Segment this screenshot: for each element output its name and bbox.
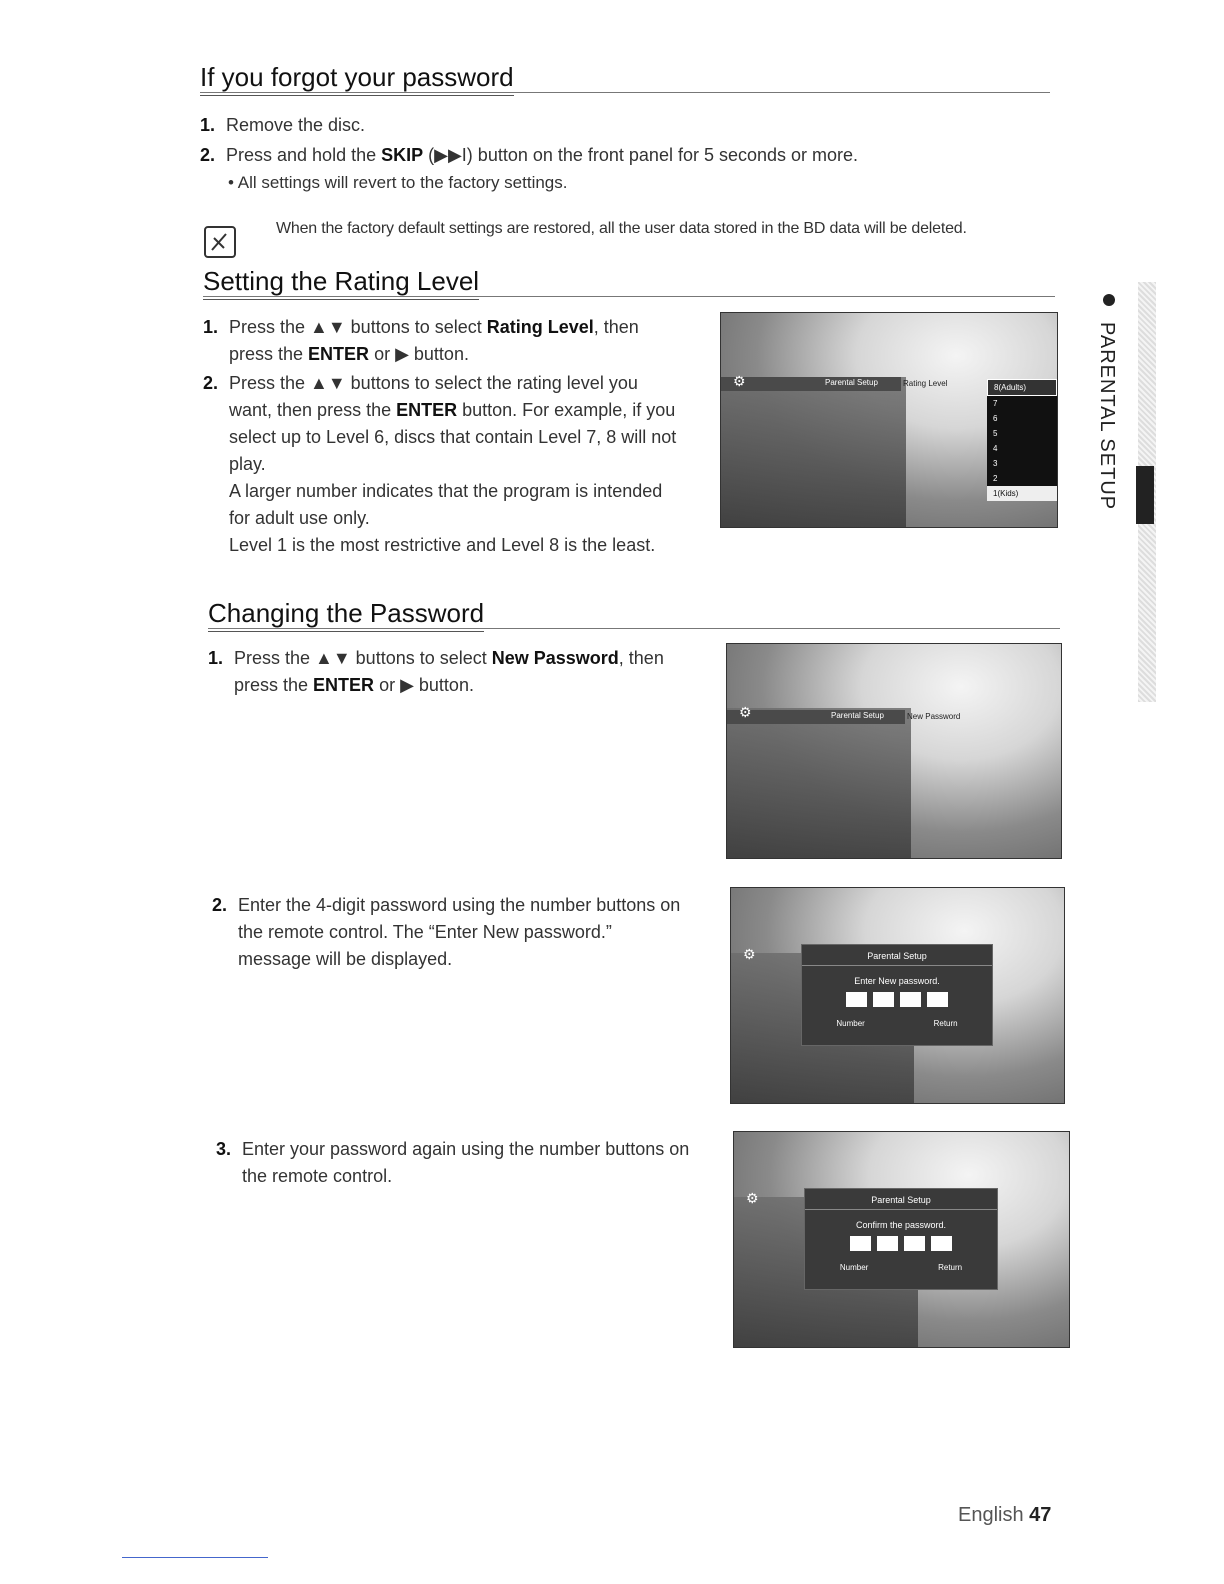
password-step-1 bbox=[208, 645, 708, 699]
step-text: Enter the 4-digit password using the number buttons on bbox=[238, 895, 681, 915]
page-footer bbox=[958, 1504, 1051, 1527]
step-text: Press the ▲▼ buttons to select bbox=[234, 648, 492, 668]
rating-level-option[interactable]: 7 bbox=[993, 399, 998, 408]
enter-label: ENTER bbox=[396, 400, 458, 420]
rating-level-list bbox=[987, 379, 1057, 501]
forgot-note: When the factory default settings are restored, all the user data stored in the BD data will be deleted. bbox=[276, 220, 967, 237]
step-line: the remote control. bbox=[242, 1166, 393, 1186]
step-text-4: or ▶ button. bbox=[369, 344, 469, 364]
screen-item-label: New Password bbox=[907, 712, 961, 721]
gear-icon: ⚙ bbox=[746, 1190, 759, 1206]
forgot-title: If you forgot your password bbox=[200, 62, 514, 96]
screen-shade bbox=[727, 708, 911, 858]
rating-level-option[interactable]: 5 bbox=[993, 429, 998, 438]
confirm-dialog bbox=[804, 1188, 998, 1290]
step-number: 1. bbox=[200, 115, 216, 135]
step-line bbox=[203, 397, 713, 424]
digit-box[interactable] bbox=[904, 1236, 925, 1251]
digit-box[interactable] bbox=[931, 1236, 952, 1251]
step-text-2: want, then press the bbox=[229, 400, 397, 420]
forgot-step-1 bbox=[200, 112, 365, 139]
step-text: Press the ▲▼ buttons to select the rating level you bbox=[229, 373, 638, 393]
step-number: 2. bbox=[200, 145, 216, 165]
skip-label: SKIP bbox=[381, 145, 424, 165]
rating-rule bbox=[203, 296, 1055, 297]
rating-level-label: Rating Level bbox=[486, 317, 594, 337]
password-digit-boxes[interactable] bbox=[802, 992, 992, 1007]
digit-box[interactable] bbox=[873, 992, 894, 1007]
step-number: 1. bbox=[208, 648, 224, 668]
step-text: Press the ▲▼ buttons to select bbox=[229, 317, 487, 337]
step-line: select up to Level 6, discs that contain Level 7, 8 will not bbox=[229, 427, 677, 447]
rating-screenshot bbox=[720, 312, 1058, 528]
screen-menu-label: Parental Setup bbox=[831, 711, 884, 720]
screen-menu-label: Parental Setup bbox=[825, 378, 878, 387]
step-text-2: , then bbox=[593, 317, 639, 337]
password-step-3 bbox=[216, 1136, 726, 1190]
step-number: 3. bbox=[216, 1139, 232, 1159]
number-hint: Number bbox=[839, 1263, 869, 1272]
new-password-screenshot bbox=[726, 643, 1062, 859]
screen-shade bbox=[721, 377, 906, 527]
note-icon bbox=[204, 226, 236, 258]
rating-step-1 bbox=[203, 314, 703, 368]
return-hint[interactable]: Return bbox=[933, 1019, 958, 1028]
forgot-step-2 bbox=[200, 142, 858, 169]
enter-password-screenshot bbox=[730, 887, 1065, 1104]
password-title: Changing the Password bbox=[208, 598, 484, 632]
bullet-dot-icon bbox=[1103, 294, 1115, 306]
step-line bbox=[208, 672, 708, 699]
side-tab-marker bbox=[1136, 466, 1154, 524]
rating-level-option[interactable]: 2 bbox=[993, 474, 998, 483]
gear-icon: ⚙ bbox=[733, 373, 746, 389]
confirm-password-screenshot bbox=[733, 1131, 1070, 1348]
digit-box[interactable] bbox=[927, 992, 948, 1007]
dialog-title: Parental Setup bbox=[805, 1195, 997, 1210]
enter-label: ENTER bbox=[313, 675, 375, 695]
new-password-label: New Password bbox=[491, 648, 619, 668]
rating-level-option[interactable]: 1(Kids) bbox=[987, 486, 1057, 501]
step-line: play. bbox=[229, 454, 266, 474]
step-text-3: press the bbox=[229, 344, 309, 364]
rating-level-option[interactable]: 3 bbox=[993, 459, 998, 468]
bottom-rule bbox=[122, 1557, 268, 1558]
step-line: for adult use only. bbox=[229, 508, 370, 528]
forgot-bullet: • All settings will revert to the factory settings. bbox=[228, 173, 568, 192]
step-line: message will be displayed. bbox=[238, 949, 453, 969]
step-text-2: , then bbox=[618, 648, 664, 668]
enter-label: ENTER bbox=[308, 344, 370, 364]
password-rule bbox=[208, 628, 1060, 629]
rating-level-option[interactable]: 8(Adults) bbox=[987, 379, 1057, 396]
step-number: 2. bbox=[203, 373, 219, 393]
gear-icon: ⚙ bbox=[743, 946, 756, 962]
digit-box[interactable] bbox=[846, 992, 867, 1007]
digit-box[interactable] bbox=[877, 1236, 898, 1251]
password-dialog bbox=[801, 944, 993, 1046]
step-text-3: press the bbox=[234, 675, 314, 695]
rating-level-option[interactable]: 4 bbox=[993, 444, 998, 453]
step-number: 2. bbox=[212, 895, 228, 915]
digit-box[interactable] bbox=[900, 992, 921, 1007]
forgot-rule bbox=[200, 92, 1050, 93]
step-text-2: (▶▶I) button on the front panel for 5 seconds or more. bbox=[423, 145, 859, 165]
rating-step-2 bbox=[203, 370, 713, 559]
page-number: 47 bbox=[1029, 1504, 1052, 1526]
rating-level-option[interactable]: 6 bbox=[993, 414, 998, 423]
side-tab-label: PARENTAL SETUP bbox=[1096, 322, 1118, 511]
password-digit-boxes[interactable] bbox=[805, 1236, 997, 1251]
step-text-3: button. For example, if you bbox=[457, 400, 676, 420]
footer-language: English bbox=[958, 1504, 1024, 1526]
step-text: Remove the disc. bbox=[226, 115, 366, 135]
step-number: 1. bbox=[203, 317, 219, 337]
return-hint[interactable]: Return bbox=[938, 1263, 963, 1272]
dialog-footer bbox=[802, 1019, 992, 1028]
step-text-4: or ▶ button. bbox=[374, 675, 474, 695]
password-step-2 bbox=[212, 892, 722, 973]
step-line bbox=[203, 341, 703, 368]
step-line: Level 1 is the most restrictive and Level 8 is the least. bbox=[229, 535, 656, 555]
step-line: the remote control. The “Enter New password.” bbox=[238, 922, 612, 942]
digit-box[interactable] bbox=[850, 1236, 871, 1251]
number-hint: Number bbox=[836, 1019, 865, 1028]
step-text: Enter your password again using the number buttons on bbox=[242, 1139, 690, 1159]
screen-item-label: Rating Level bbox=[903, 379, 948, 388]
rating-title: Setting the Rating Level bbox=[203, 266, 479, 300]
dialog-footer bbox=[805, 1263, 997, 1272]
dialog-message: Confirm the password. bbox=[855, 1220, 947, 1230]
dialog-title: Parental Setup bbox=[802, 951, 992, 966]
step-line: A larger number indicates that the program is intended bbox=[229, 481, 663, 501]
dialog-message: Enter New password. bbox=[854, 976, 940, 986]
step-text: Press and hold the bbox=[226, 145, 382, 165]
gear-icon: ⚙ bbox=[739, 704, 752, 720]
